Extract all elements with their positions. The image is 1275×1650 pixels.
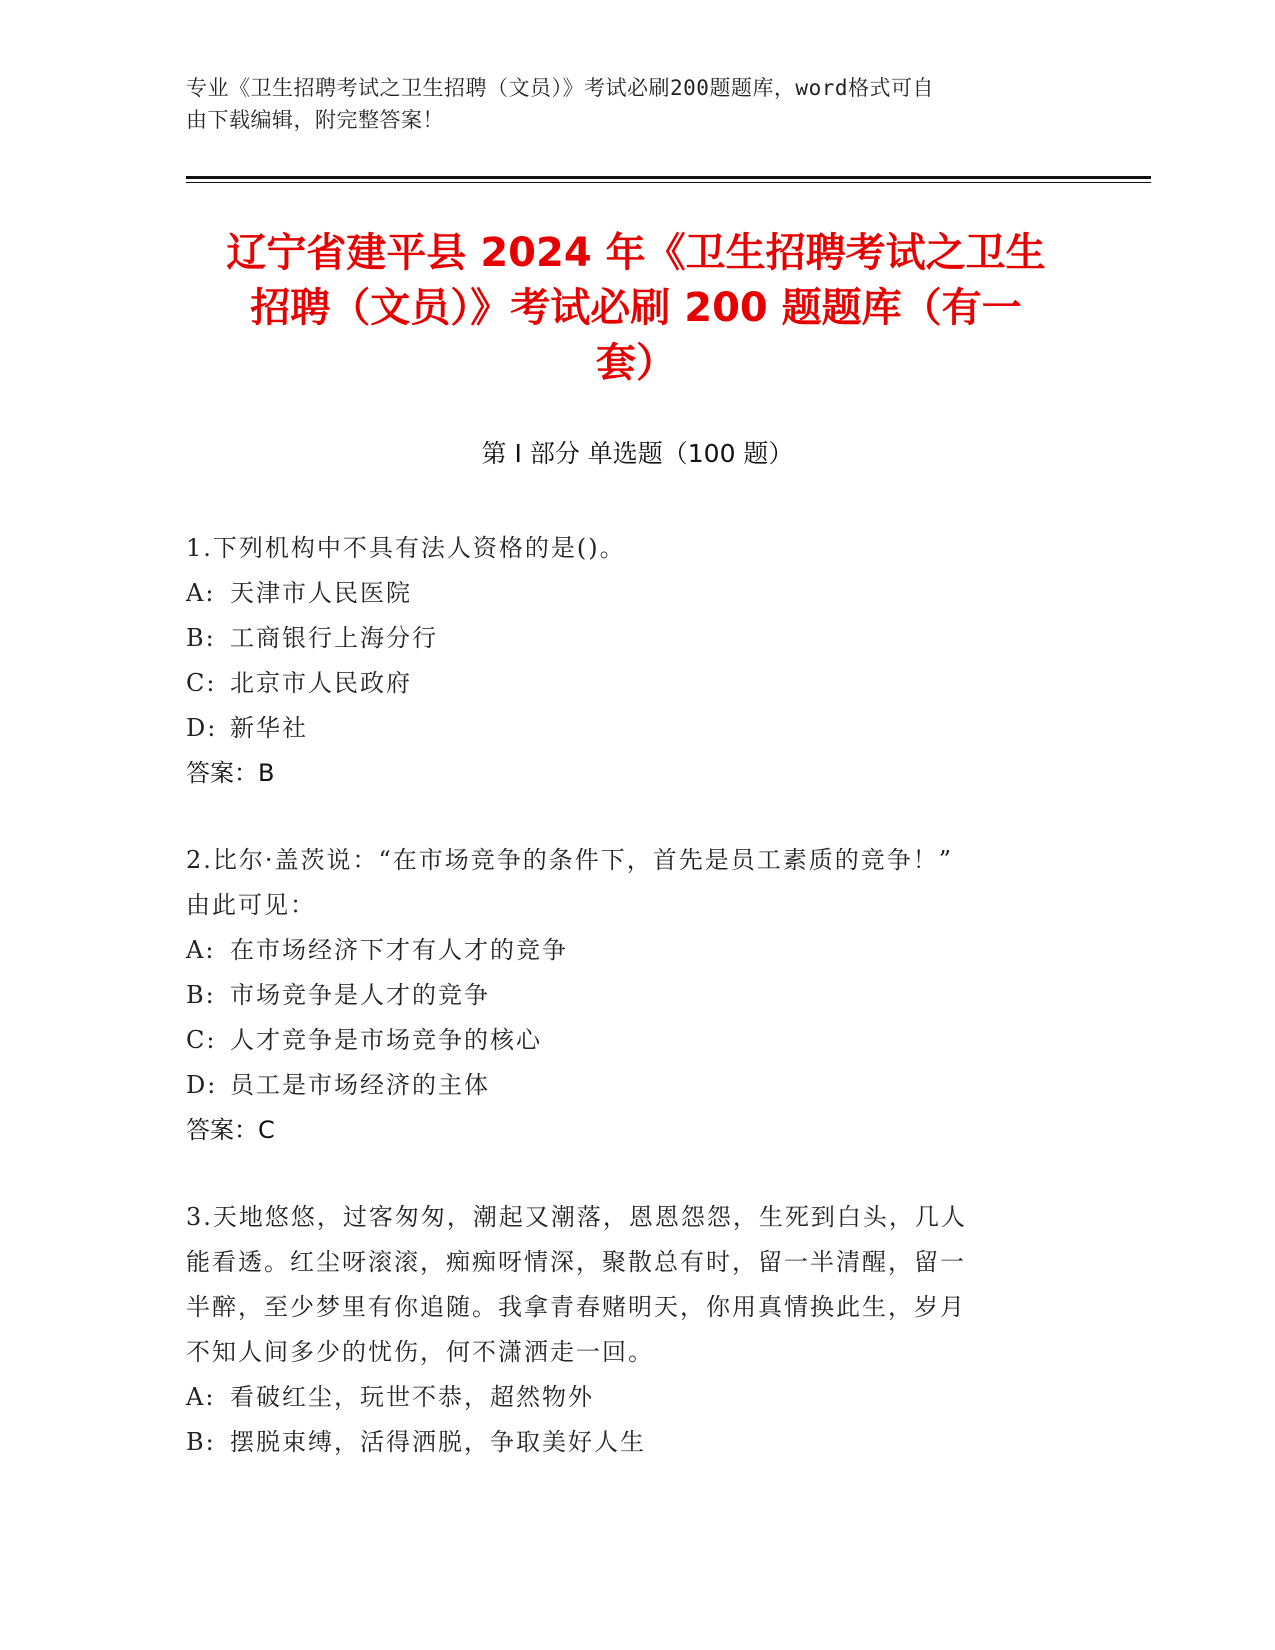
option-a	[186, 928, 1066, 973]
option-b	[186, 1420, 1066, 1465]
header-divider-thick	[186, 176, 1151, 179]
option-letter: C:	[186, 1026, 217, 1054]
option-text: 新华社	[230, 714, 308, 742]
document-title-line: 招聘（文员）》考试必刷 200 题题库（有一	[250, 285, 1022, 331]
option-b	[186, 973, 1066, 1018]
section-title: 第 I 部分 单选题（100 题）	[481, 439, 794, 468]
document-title	[186, 226, 1086, 391]
option-text: 在市场经济下才有人才的竞争	[230, 936, 568, 964]
document-title-line: 套）	[596, 340, 676, 386]
question-text: 半醉，至少梦里有你追随。我拿青春赌明天，你用真情换此生，岁月	[186, 1293, 966, 1321]
question-text: 3.天地悠悠，过客匆匆，潮起又潮落，恩恩怨怨，生死到白头，几人	[186, 1203, 967, 1231]
header-divider-thin	[186, 182, 1151, 183]
option-text: 天津市人民医院	[230, 579, 412, 607]
option-a	[186, 1375, 1066, 1420]
question-3	[186, 1195, 1066, 1465]
option-text: 看破红尘，玩世不恭，超然物外	[230, 1383, 594, 1411]
option-letter: C:	[186, 669, 217, 697]
header-note-line: 由下载编辑，附完整答案！	[186, 108, 444, 132]
option-c	[186, 1018, 1066, 1063]
header-note-line: 专业《卫生招聘考试之卫生招聘（文员）》考试必刷200题题库，word格式可自	[186, 76, 934, 100]
option-letter: B:	[186, 981, 216, 1009]
option-b	[186, 616, 1066, 661]
option-text: 市场竞争是人才的竞争	[230, 981, 490, 1009]
option-text: 员工是市场经济的主体	[230, 1071, 490, 1099]
question-2	[186, 838, 1066, 1153]
option-letter: D:	[186, 1071, 218, 1099]
option-letter: A:	[186, 579, 216, 607]
document-title-line: 辽宁省建平县 2024 年《卫生招聘考试之卫生	[226, 230, 1046, 276]
question-text: 由此可见：	[186, 891, 316, 919]
option-d	[186, 1063, 1066, 1108]
question-text: 不知人间多少的忧伤，何不潇洒走一回。	[186, 1338, 654, 1366]
option-text: 工商银行上海分行	[230, 624, 438, 652]
question-text: 能看透。红尘呀滚滚，痴痴呀情深，聚散总有时，留一半清醒，留一	[186, 1248, 966, 1276]
option-letter: A:	[186, 936, 216, 964]
answer: 答案：C	[186, 1116, 275, 1144]
option-text: 北京市人民政府	[230, 669, 412, 697]
option-d	[186, 706, 1066, 751]
option-letter: D:	[186, 714, 218, 742]
option-letter: B:	[186, 624, 216, 652]
question-list	[186, 526, 1066, 1507]
option-a	[186, 571, 1066, 616]
option-c	[186, 661, 1066, 706]
option-letter: A:	[186, 1383, 216, 1411]
answer: 答案：B	[186, 759, 275, 787]
header-note	[186, 72, 1066, 136]
option-text: 摆脱束缚，活得洒脱，争取美好人生	[230, 1428, 646, 1456]
option-letter: B:	[186, 1428, 216, 1456]
question-1	[186, 526, 1066, 796]
question-text: 1.下列机构中不具有法人资格的是()。	[186, 534, 626, 562]
question-text: 2.比尔·盖茨说：“在市场竞争的条件下，首先是员工素质的竞争！”	[186, 846, 954, 874]
option-text: 人才竞争是市场竞争的核心	[230, 1026, 542, 1054]
